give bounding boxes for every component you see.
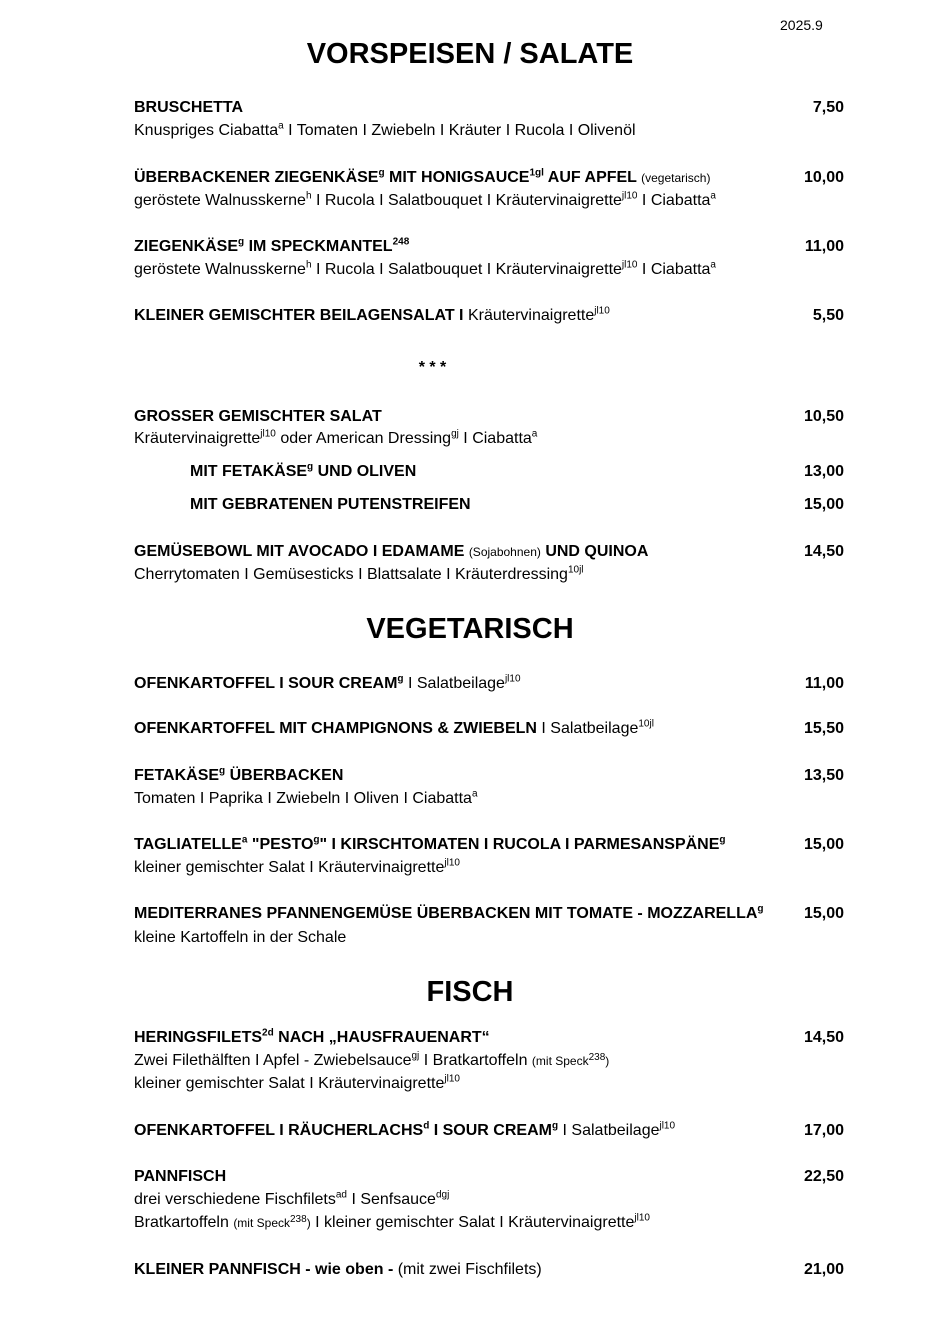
item-beilagensalat: KLEINER GEMISCHTER BEILAGENSALAT I Kräutervinaigrette$^{jl10}$ [134,305,610,324]
section-title-vegetarisch: VEGETARISCH [366,613,574,645]
price-gemuesebowl: 14,50 [803,543,844,560]
item-bruschetta: BRUSCHETTA [134,99,244,116]
desc-pannfisch: drei verschiedene Fischfilets$^{ad}$ I Senfsauce$^{dgj}$ [134,1189,450,1208]
desc-tagliatelle: kleiner gemischter Salat I Kräutervinaigrette$^{jl10}$ [134,857,460,876]
price-ofen-lachs: 17,00 [803,1122,844,1139]
item-ziegen-honig: ÜBERBACKENER ZIEGENKÄSE$^g$ MIT $HONIGSAUCE^{1gl}$ AUF APFEL (vegetarisch) [134,167,711,186]
price-feta-oliven: 13,00 [803,463,844,480]
desc-heringsfilets-2: kleiner gemischter Salat I Kräutervinaigrette$^{jl10}$ [134,1073,460,1092]
item-ofen-champ: OFENKARTOFFEL MIT CHAMPIGNONS & ZWIEBELN I Salatbeilage$^{10jl}$ [134,718,654,737]
price-pannfisch: 22,50 [803,1168,844,1185]
item-feta-oliven: MIT FETAKÄSE$^g$ UND OLIVEN [190,461,417,480]
item-pannfisch: PANNFISCH [134,1168,227,1185]
item-gemuesebowl: GEMÜSEBOWL MIT AVOCADO I EDAMAME (Sojabohnen) UND QUINOA [134,543,649,560]
desc-heringsfilets: Zwei Filethälften I Apfel - Zwiebelsauce$^{gj}$ I Bratkartoffeln (mit Speck$^{238}$) [134,1050,610,1069]
item-feta-ueberbacken: FETAKÄSE$^g$ ÜBERBACKEN [134,765,344,784]
item-tagliatelle: TAGLIATELLE$^a$ "PESTO$^g$" I KIRSCHTOMATEN I RUCOLA I PARMESANSPÄNE$^g$ [134,834,726,853]
item-ofen-lachs: OFENKARTOFFEL I RÄUCHERLACHS$^d$ I SOUR CREAM$^g$ I Salatbeilage$^{jl10}$ [134,1120,676,1139]
item-ziegen-speck: ZIEGENKÄSE$^g$ IM SPECKMANTEL$^{248}$ [134,236,410,255]
price-kleiner-pannfisch: 21,00 [803,1261,844,1278]
desc-gemuesebowl: Cherrytomaten I Gemüsesticks I Blattsalate I Kräuterdressing$^{10jl}$ [134,564,584,583]
section-title-fisch: FISCH [426,976,514,1008]
item-pfannengemuese: MEDITERRANES PFANNENGEMÜSE ÜBERBACKEN MIT TOMATE - MOZZARELLA$^g$ [134,903,764,922]
desc-grosser-salat: Kräutervinaigrette$^{jl10}$ oder American Dressing$^{gj}$ I Ciabatta$^a$ [134,428,538,447]
item-grosser-salat: GROSSER GEMISCHTER SALAT [134,408,382,425]
desc-bruschetta: Knuspriges Ciabatta$^a$ I Tomaten I Zwiebeln I Kräuter I Rucola I Olivenöl [134,120,636,139]
section-title-vorspeisen: VORSPEISEN / SALATE [306,38,634,70]
price-ofen-champ: 15,50 [803,720,844,737]
desc-pfannengemuese: kleine Kartoffeln in der Schale [134,929,347,946]
item-ofen-sour: OFENKARTOFFEL I SOUR CREAM$^g$ I Salatbeilage$^{jl10}$ [134,673,521,692]
price-feta-ueberbacken: 13,50 [803,767,844,784]
price-putenstreifen: 15,00 [803,496,844,513]
price-beilagensalat: 5,50 [812,307,844,324]
price-grosser-salat: 10,50 [803,408,844,425]
item-heringsfilets: $HERINGSFILETS^{2d}$ NACH „HAUSFRAUENART“ [134,1027,490,1046]
desc-pannfisch-2: Bratkartoffeln (mit Speck$^{238}$) I kleiner gemischter Salat I Kräutervinaigrette$^{jl10}$ [134,1212,650,1231]
item-kleiner-pannfisch: KLEINER PANNFISCH - wie oben - (mit zwei Fischfilets) [134,1261,542,1278]
desc-ziegen-honig: geröstete Walnusskerne$^h$ I Rucola I Salatbouquet I Kräutervinaigrette$^{jl10}$ I Ciabatta$^a$ [134,190,716,209]
separator-stars: * * * [418,359,447,376]
price-ziegen-speck: 11,00 [804,238,844,255]
item-putenstreifen: MIT GEBRATENEN PUTENSTREIFEN [190,496,471,513]
price-tagliatelle: 15,00 [803,836,844,853]
price-pfannengemuese: 15,00 [803,905,844,922]
price-ofen-sour: 11,00 [804,675,844,692]
version-label: 2025.9 [780,17,823,33]
price-heringsfilets: 14,50 [803,1029,844,1046]
price-ziegen-honig: 10,00 [803,169,844,186]
desc-ziegen-speck: geröstete Walnusskerne$^h$ I Rucola I Salatbouquet I Kräutervinaigrette$^{jl10}$ I Ciabatta$^a$ [134,259,716,278]
price-bruschetta: 7,50 [812,99,844,116]
desc-feta-ueberbacken: Tomaten I Paprika I Zwiebeln I Oliven I Ciabatta$^a$ [134,788,478,807]
